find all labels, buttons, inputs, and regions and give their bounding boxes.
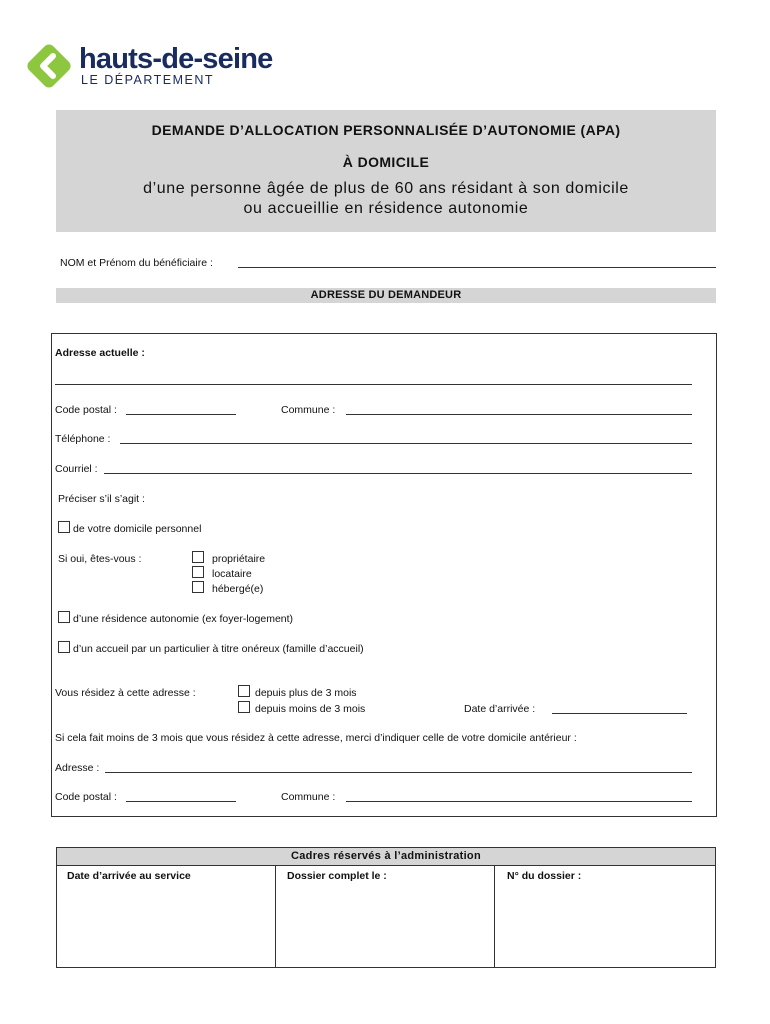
previous-address-label: Adresse :	[55, 762, 100, 774]
logo-name: hauts-de-seine	[79, 43, 273, 75]
previous-commune-field[interactable]	[346, 801, 692, 802]
postal-code-label: Code postal :	[55, 404, 117, 416]
family-checkbox[interactable]	[58, 641, 70, 653]
form-title-line2: À DOMICILE	[342, 154, 430, 170]
section-title: ADRESSE DU DEMANDEUR	[56, 288, 716, 303]
arrival-date-label: Date d’arrivée :	[464, 703, 536, 715]
phone-label: Téléphone :	[55, 433, 111, 445]
admin-arrival-date-label: Date d’arrivée au service	[67, 870, 191, 882]
previous-address-field[interactable]	[105, 772, 692, 773]
if-yes-label: Si oui, êtes-vous :	[58, 553, 142, 565]
logo-subtitle: LE DÉPARTEMENT	[81, 73, 215, 87]
previous-address-note: Si cela fait moins de 3 mois que vous résidez à cette adresse, merci d’indiquer celle de votre domicile antérieur :	[55, 732, 577, 744]
hosted-label: hébergé(e)	[212, 583, 264, 595]
previous-postal-code-field[interactable]	[126, 801, 236, 802]
form-subtitle-line1: d’une personne âgée de plus de 60 ans résidant à son domicile	[143, 180, 629, 197]
specify-label: Préciser s’il s’agit :	[58, 493, 145, 505]
address-frame	[51, 333, 717, 817]
department-logo	[25, 42, 273, 92]
tenant-label: locataire	[212, 568, 252, 580]
current-address-field[interactable]	[55, 384, 692, 385]
home-checkbox[interactable]	[58, 521, 70, 533]
form-title: DEMANDE D’ALLOCATION PERSONNALISÉE D’AUTONOMIE (APA)	[151, 122, 621, 138]
less-3-months-checkbox[interactable]	[238, 701, 250, 713]
living-duration-label: Vous résidez à cette adresse :	[55, 687, 196, 699]
more-3-months-checkbox[interactable]	[238, 685, 250, 697]
form-title-block	[56, 110, 716, 232]
family-option-label: d’un accueil par un particulier à titre onéreux (famille d’accueil)	[73, 643, 364, 655]
admin-column-divider	[494, 865, 495, 967]
home-option-label: de votre domicile personnel	[73, 523, 202, 535]
current-address-label: Adresse actuelle :	[55, 347, 145, 359]
form-subtitle-line2: ou accueillie en résidence autonomie	[243, 200, 529, 217]
admin-complete-date-label: Dossier complet le :	[287, 870, 387, 882]
commune-field[interactable]	[346, 414, 692, 415]
admin-column-divider	[275, 865, 276, 967]
less-3-months-label: depuis moins de 3 mois	[255, 703, 366, 715]
beneficiary-label: NOM et Prénom du bénéficiaire :	[60, 257, 213, 269]
hosted-checkbox[interactable]	[192, 581, 204, 593]
commune-label: Commune :	[281, 404, 336, 416]
owner-label: propriétaire	[212, 553, 266, 565]
owner-checkbox[interactable]	[192, 551, 204, 563]
previous-commune-label: Commune :	[281, 791, 336, 803]
beneficiary-name-field[interactable]	[238, 267, 716, 268]
more-3-months-label: depuis plus de 3 mois	[255, 687, 357, 699]
residence-checkbox[interactable]	[58, 611, 70, 623]
residence-option-label: d’une résidence autonomie (ex foyer-logement)	[73, 613, 294, 625]
previous-postal-code-label: Code postal :	[55, 791, 117, 803]
arrival-date-field[interactable]	[552, 713, 687, 714]
admin-file-number-label: N° du dossier :	[507, 870, 582, 882]
email-label: Courriel :	[55, 463, 98, 475]
admin-table	[56, 847, 716, 968]
phone-field[interactable]	[120, 443, 692, 444]
postal-code-field[interactable]	[126, 414, 236, 415]
tenant-checkbox[interactable]	[192, 566, 204, 578]
email-field[interactable]	[104, 473, 692, 474]
logo-chevron-icon	[25, 42, 73, 90]
admin-table-title: Cadres réservés à l’administration	[57, 848, 715, 866]
